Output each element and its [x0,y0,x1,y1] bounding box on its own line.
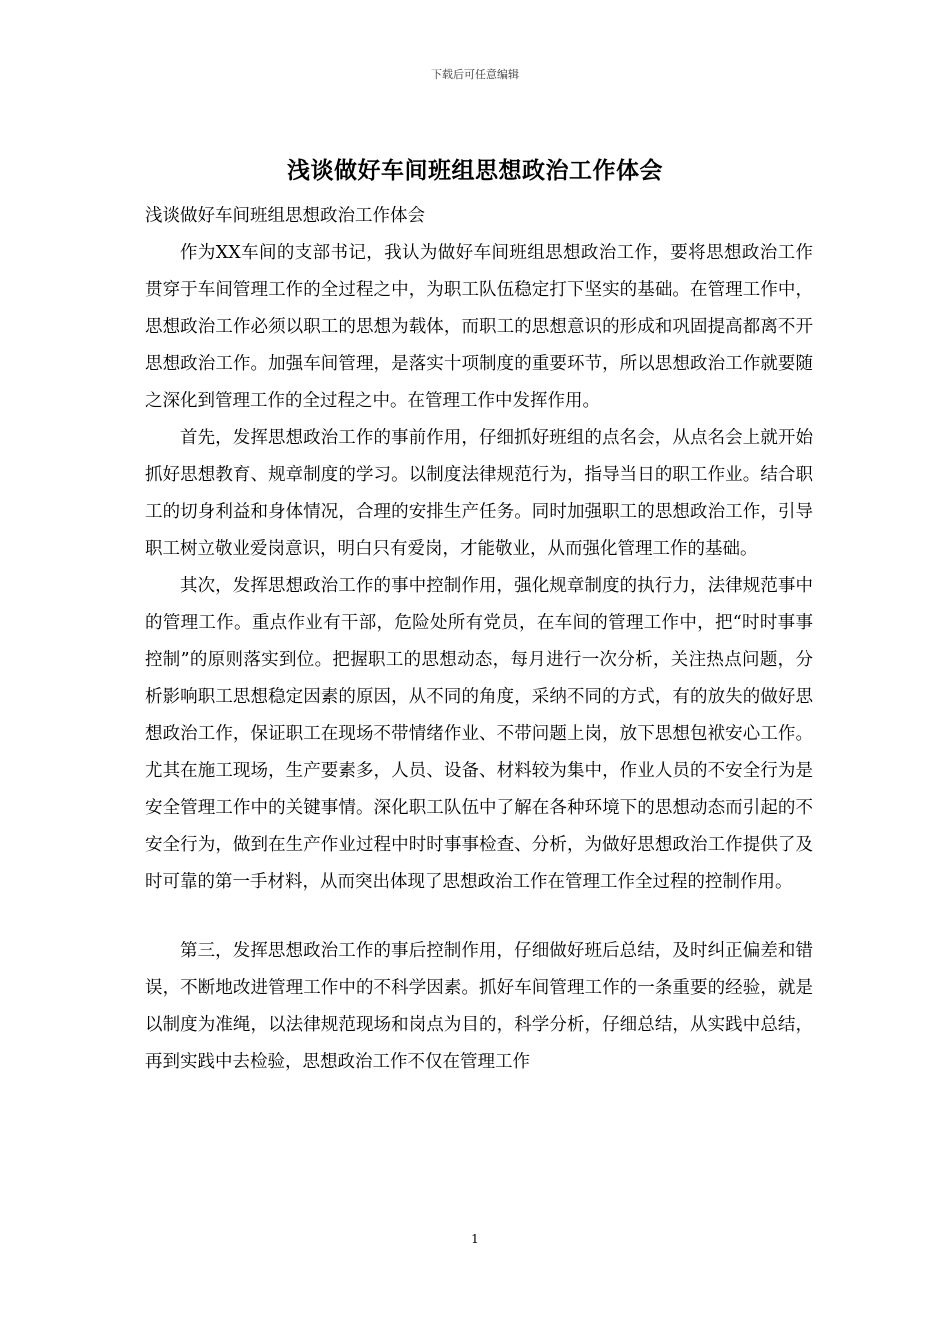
document-subtitle: 浅谈做好车间班组思想政治工作体会 [145,206,425,226]
paragraph-3: 其次，发挥思想政治工作的事中控制作用，强化规章制度的执行力，法律规范事中的管理工作。重点作业有干部，危险处所有党员，在车间的管理工作中，把“时时事事控制”的原则落实到位。把握职工的思想动态，每月进行一次分析，关注热点问题，分析影响职工思想稳定因素的原因，从不同的角度，采纳不同的方式，有的放失的做好思想政治工作，保证职工在现场不带情绪作业、不带问题上岗，放下思想包袱安心工作。尤其在施工现场，生产要素多，人员、设备、材料较为集中，作业人员的不安全行为是安全管理工作中的关键事情。深化职工队伍中了解在各种环境下的思想动态而引起的不安全行为，做到在生产作业过程中时时事事检查、分析，为做好思想政治工作提供了及时可靠的第一手材料，从而突出体现了思想政治工作在管理工作全过程的控制作用。 [145,576,813,892]
page-number: 1 [471,1232,479,1246]
document-body [145,198,813,1081]
document-title: 浅谈做好车间班组思想政治工作体会 [287,157,663,184]
paragraph-1: 作为XX车间的支部书记，我认为做好车间班组思想政治工作，要将思想政治工作贯穿于车间管理工作的全过程之中，为职工队伍稳定打下坚实的基础。在管理工作中，思想政治工作必须以职工的思想为载体，而职工的思想意识的形成和巩固提高都离不开思想政治工作。加强车间管理，是落实十项制度的重要环节，所以思想政治工作就要随之深化到管理工作的全过程之中。在管理工作中发挥作用。 [145,243,813,411]
paragraph-2: 首先，发挥思想政治工作的事前作用，仔细抓好班组的点名会，从点名会上就开始抓好思想教育、规章制度的学习。以制度法律规范行为，指导当日的职工作业。结合职工的切身利益和身体情况，合理的安排生产任务。同时加强职工的思想政治工作，引导职工树立敬业爱岗意识，明白只有爱岗，才能敬业，从而强化管理工作的基础。 [145,428,813,559]
paragraph-4: 第三，发挥思想政治工作的事后控制作用，仔细做好班后总结，及时纠正偏差和错误，不断地改进管理工作中的不科学因素。抓好车间管理工作的一条重要的经验，就是以制度为准绳，以法律规范现场和岗点为目的，科学分析，仔细总结，从实践中总结，再到实践中去检验，思想政治工作不仅在管理工作 [145,941,813,1072]
header-note: 下载后可任意编辑 [431,68,519,81]
